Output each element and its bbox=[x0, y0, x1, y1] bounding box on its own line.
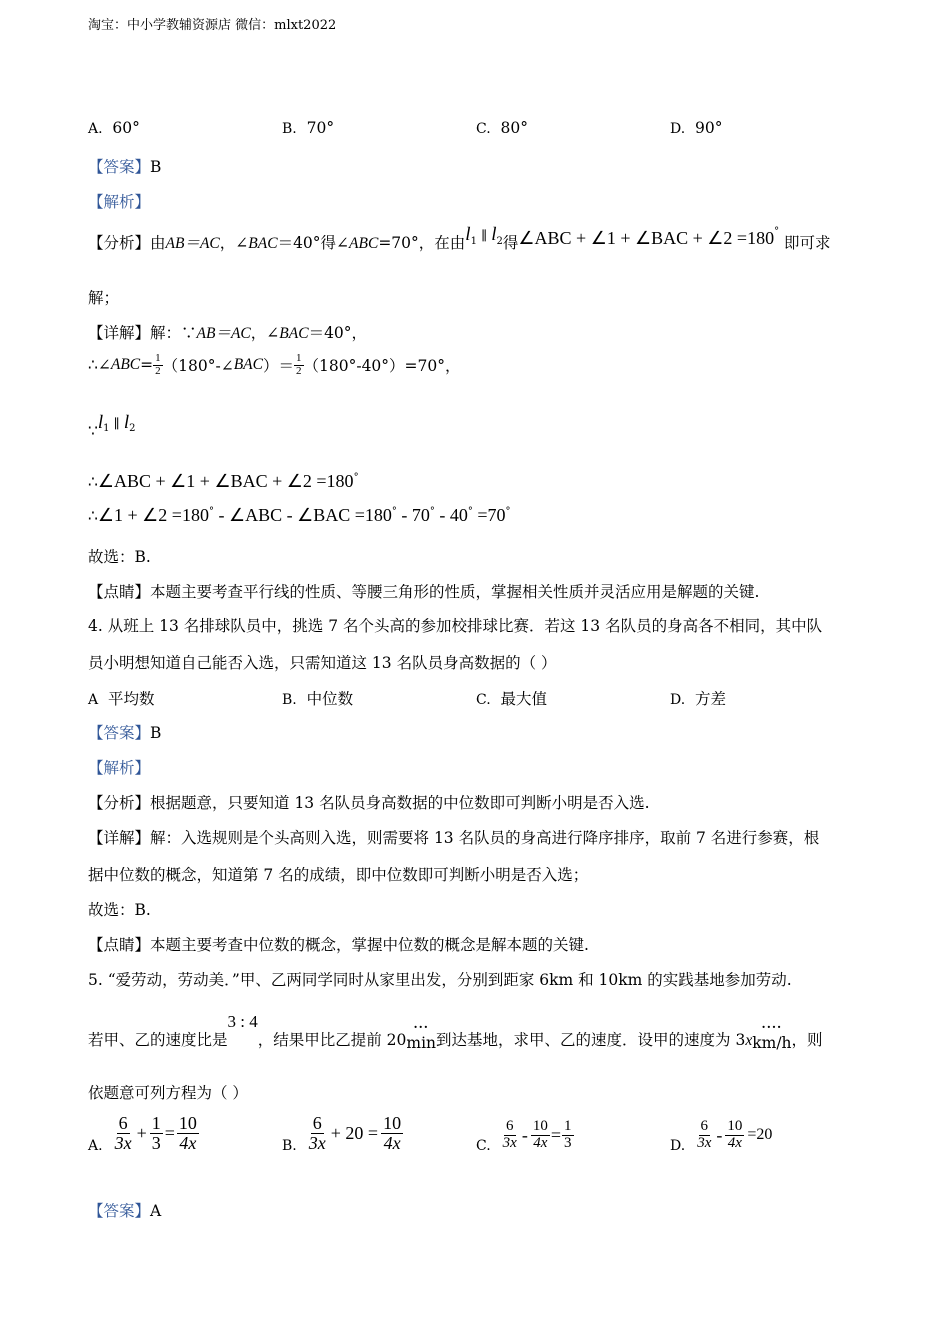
q3-option-c: C. 80° bbox=[476, 119, 529, 137]
q5-stem-line-1: 5. “爱劳动，劳动美．”甲、乙两同学同时从家里出发，分别到距家 6km 和 10km 的实践基地参加劳动. bbox=[88, 971, 792, 989]
q4-xiangjie-line-1: 【详解】解：入选规则是个头高则入选，则需要将 13 名队员的身高进行降序排序，取前 7 名进行参赛，根 bbox=[88, 829, 820, 847]
q4-guxuan: 故选：B. bbox=[88, 901, 151, 919]
min-unit: ··· min bbox=[406, 1020, 437, 1052]
q4-analysis-tag: 【解析】 bbox=[88, 759, 151, 777]
q5-answer: 【答案】A bbox=[88, 1202, 162, 1220]
fraction: $\frac{1}{3}$ bbox=[564, 1117, 572, 1151]
emphasis-dots-icon: ···· bbox=[761, 1020, 783, 1034]
q5-option-d: D. $\frac{6}{3x}$ - $\frac{10}{4x}$ =20 bbox=[670, 1117, 773, 1154]
q4-stem-line-1: 4. 从班上 13 名排球队员中，挑选 7 名个头高的参加校排球比赛．若这 13 名队员的身高各不相同，其中队 bbox=[88, 617, 823, 635]
half-fraction-2: $\frac{1}{2}$ bbox=[296, 352, 302, 377]
page-header: 淘宝：中小学教辅资源店 微信：mlxt2022 bbox=[88, 18, 337, 33]
fraction: $\frac{10}{4x}$ bbox=[383, 1112, 402, 1153]
fraction: $\frac{6}{3x}$ bbox=[502, 1117, 517, 1151]
q3-option-b: B. 70° bbox=[282, 119, 335, 137]
q4-stem-line-2: 员小明想知道自己能否入选，只需知道这 13 名队员身高数据的（ ） bbox=[88, 654, 557, 672]
fraction: $\frac{6}{3x}$ bbox=[308, 1112, 326, 1153]
q4-dianjing: 【点睛】本题主要考查中位数的概念，掌握中位数的概念是解本题的关键. bbox=[88, 936, 589, 954]
q5-stem-line-2: 若甲、乙的速度比是 3 : 4 ，结果甲比乙提前 20 ··· min 到达基地，求甲、乙的速度．设甲的速度为 3 x ···· km/h ，则 bbox=[88, 1012, 823, 1052]
q3-xiangjie: 【详解】解：∵AB＝AC，∠BAC＝40°， bbox=[88, 324, 368, 342]
q5-option-b: B. $\frac{6}{3x}$ + 20 = $\frac{10}{4x}$ bbox=[282, 1112, 402, 1154]
q3-option-d: D. 90° bbox=[670, 119, 723, 137]
q3-fenxi-cont: 解； bbox=[88, 289, 120, 307]
q3-abc-line: ∴∠ ABC = $\frac{1}{2}$ （180°-∠ BAC ）＝ $\frac{1}{2}$ （180°-40°）=70°， bbox=[88, 352, 461, 377]
q4-option-b: B. 中位数 bbox=[282, 690, 354, 708]
q3-dianjing: 【点睛】本题主要考查平行线的性质、等腰三角形的性质，掌握相关性质并灵活应用是解题的关键. bbox=[88, 583, 760, 601]
fraction: $\frac{10}{4x}$ bbox=[727, 1117, 743, 1151]
q4-option-d: D. 方差 bbox=[670, 690, 727, 708]
q3-parallel-line: $\because l_1$ ∥ $l_2$ bbox=[88, 412, 136, 440]
q4-option-c: C. 最大值 bbox=[476, 690, 548, 708]
q3-fenxi: 【分析】由AB＝AC，∠BAC＝40°得∠ABC=70°，在由$l^1$ ∥ $l^2$得∠ABC + ∠1 + ∠BAC + ∠2 =180° 即可求 bbox=[88, 224, 831, 252]
q3-answer: 【答案】B bbox=[88, 158, 162, 176]
q3-guxuan: 故选：B. bbox=[88, 548, 151, 566]
q5-stem-line-3: 依题意可列方程为（ ） bbox=[88, 1084, 248, 1102]
q4-option-a: A 平均数 bbox=[88, 690, 155, 708]
q3-equation-1: ∴∠ABC + ∠1 + ∠BAC + ∠2 =180° bbox=[88, 471, 359, 491]
q5-option-a: A. $\frac{6}{3x}$ + $\frac{1}{3}$ = $\frac{10}{4x}$ bbox=[88, 1112, 197, 1154]
fraction: $\frac{6}{3x}$ bbox=[114, 1112, 132, 1153]
emphasis-dots-icon: ··· bbox=[413, 1020, 429, 1034]
fraction: $\frac{1}{3}$ bbox=[151, 1112, 161, 1153]
kmh-unit: ···· km/h bbox=[752, 1020, 792, 1052]
q5-option-c: C. $\frac{6}{3x}$ - $\frac{10}{4x}$ = $\frac{1}{3}$ bbox=[476, 1117, 572, 1154]
fraction: $\frac{10}{4x}$ bbox=[532, 1117, 548, 1151]
q3-equation-2: ∴∠1 + ∠2 =180° - ∠ABC - ∠BAC =180° - 70° - 40° =70° bbox=[88, 505, 511, 525]
q4-answer: 【答案】B bbox=[88, 724, 162, 742]
half-fraction-1: $\frac{1}{2}$ bbox=[155, 352, 161, 377]
q4-xiangjie-line-2: 据中位数的概念，知道第 7 名的成绩，即中位数即可判断小明是否入选； bbox=[88, 866, 589, 884]
fraction: $\frac{6}{3x}$ bbox=[697, 1117, 712, 1151]
q3-analysis-tag: 【解析】 bbox=[88, 193, 151, 211]
q4-fenxi: 【分析】根据题意，只要知道 13 名队员身高数据的中位数即可判断小明是否入选. bbox=[88, 794, 650, 812]
fraction: $\frac{10}{4x}$ bbox=[178, 1112, 197, 1153]
q3-option-a: A. 60° bbox=[88, 119, 140, 137]
